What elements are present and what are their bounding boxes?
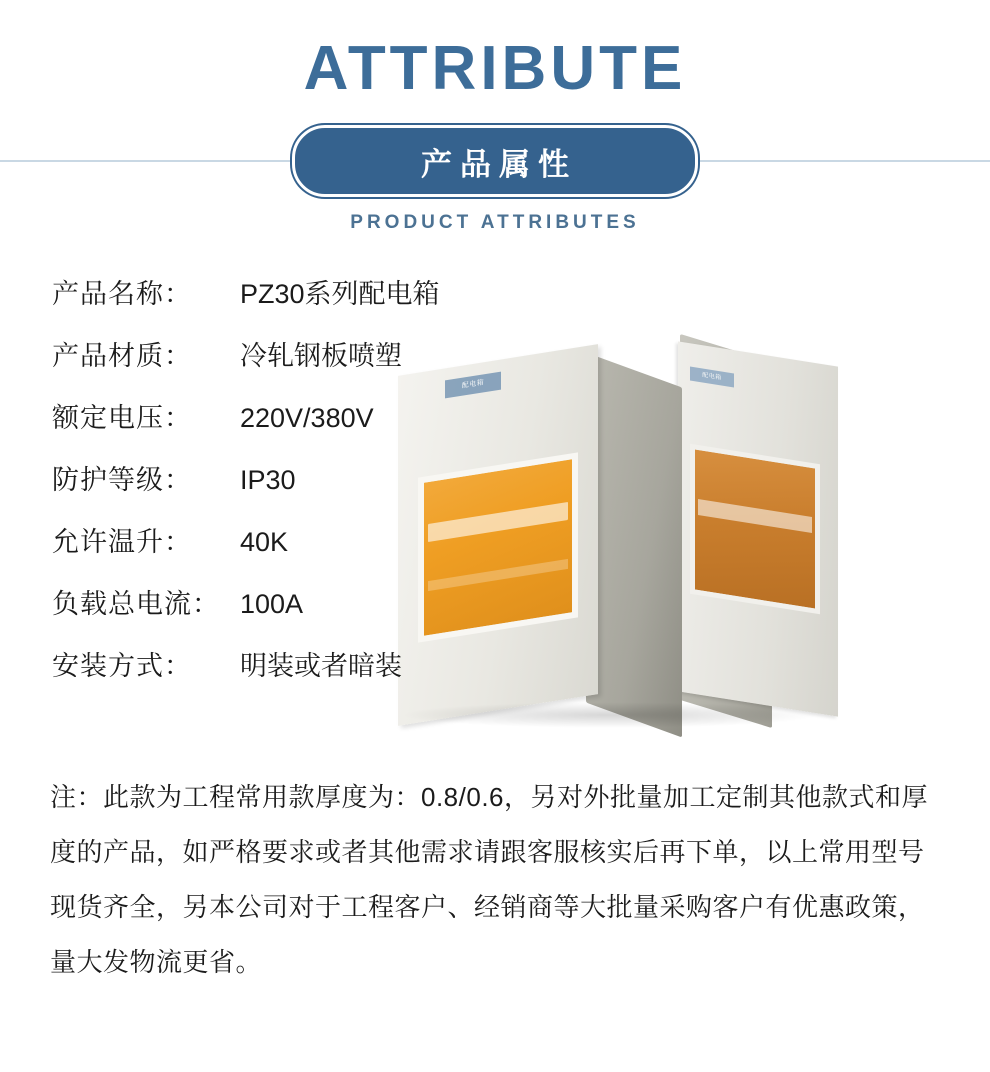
spec-label: 安装方式：	[52, 651, 192, 681]
spec-row	[52, 644, 482, 706]
spec-label: 防护等级：	[52, 465, 192, 495]
front-enclosure-side	[586, 353, 682, 738]
spec-label: 允许温升：	[52, 527, 192, 557]
section-badge	[292, 125, 698, 197]
spec-label: 产品名称：	[52, 279, 192, 309]
spec-value: IP30	[240, 465, 296, 495]
spec-value: 冷轧钢板喷塑	[240, 341, 402, 371]
spec-label: 负载总电流：	[52, 589, 220, 619]
spec-list	[52, 272, 482, 706]
page-title-en: ATTRIBUTE	[303, 34, 687, 103]
front-enclosure-logo: 配电箱	[445, 372, 501, 399]
spec-label: 额定电压：	[52, 403, 192, 433]
spec-value: 明装或者暗装	[240, 651, 402, 681]
note-paragraph: 注：此款为工程常用款厚度为：0.8/0.6，另对外批量加工定制其他款式和厚度的产品，如严格要求或者其他需求请跟客服核实后再下单，以上常用型号现货齐全，另本公司对于工程客户、经销商等大批量采购客户有优惠政策，量大发物流更省。	[50, 782, 929, 977]
attribute-header	[0, 0, 990, 252]
spec-value: 40K	[240, 527, 289, 557]
spec-label: 产品材质：	[52, 341, 192, 371]
divider-right	[670, 160, 990, 162]
spec-row	[52, 458, 482, 520]
spec-row	[52, 582, 482, 644]
spec-value: 100A	[240, 589, 304, 619]
spec-value: 220V/380V	[240, 403, 374, 433]
back-enclosure-logo: 配电箱	[690, 367, 734, 388]
spec-row	[52, 396, 482, 458]
spec-value: PZ30系列配电箱	[240, 279, 440, 309]
spec-row	[52, 334, 482, 396]
spec-row	[52, 520, 482, 582]
spec-row	[52, 272, 482, 334]
divider-left	[0, 160, 320, 162]
section-badge-label: 产品属性	[421, 146, 577, 182]
page-subtitle-en: PRODUCT ATTRIBUTES	[350, 212, 640, 233]
